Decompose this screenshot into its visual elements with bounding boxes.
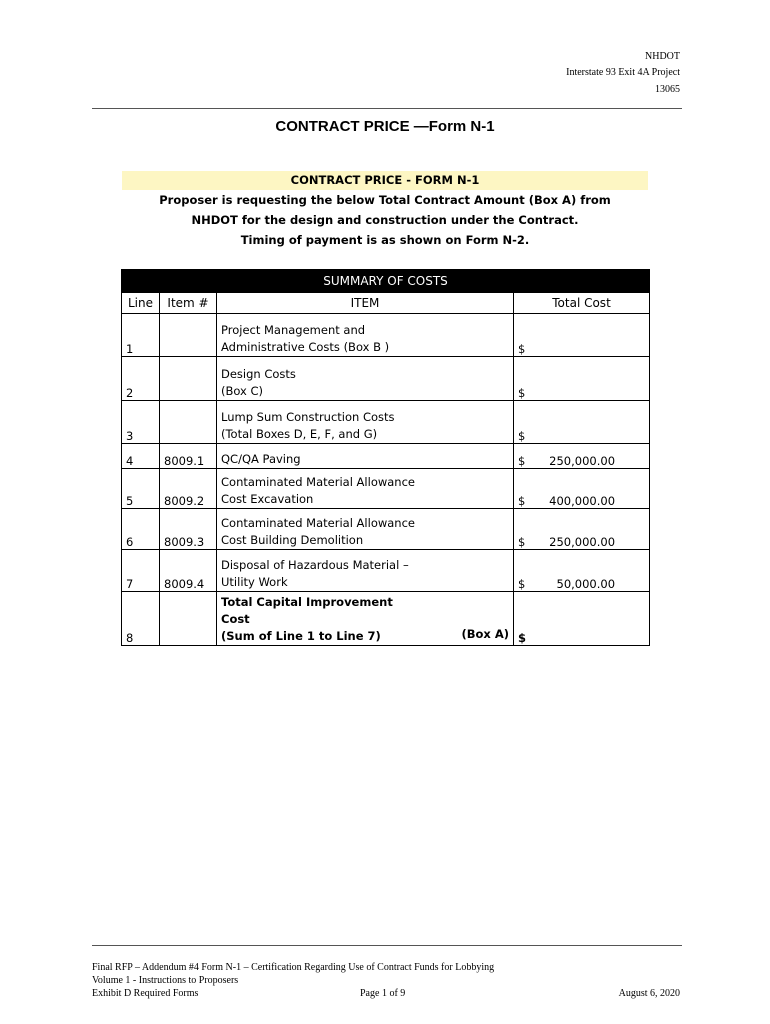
footer-line: Volume 1 - Instructions to Proposers — [92, 975, 239, 986]
table-row — [122, 314, 650, 357]
box-a-label: (Box A) — [461, 627, 509, 641]
table-row — [122, 469, 650, 509]
item-number — [160, 357, 217, 401]
intro-line: Proposer is requesting the below Total Contract Amount (Box A) from — [159, 193, 611, 207]
footer-line: Final RFP – Addendum #4 Form N-1 – Certification Regarding Use of Contract Funds for Lobbying — [92, 962, 495, 973]
table-row — [122, 550, 650, 592]
intro-line: NHDOT for the design and construction under the Contract. — [191, 213, 579, 227]
item-description: Design Costs (Box C) — [217, 357, 514, 401]
total-description: Total Capital Improvement Cost (Sum of Line 1 to Line 7) (Box A) — [217, 592, 514, 646]
footer-date: August 6, 2020 — [618, 988, 680, 999]
line-number: 2 — [122, 357, 160, 401]
header-number: 13065 — [655, 84, 680, 95]
line-number: 6 — [122, 509, 160, 550]
table-row — [122, 509, 650, 550]
header-project: Interstate 93 Exit 4A Project — [566, 67, 680, 78]
total-cost: $ — [514, 592, 650, 646]
line-number: 1 — [122, 314, 160, 357]
col-header-total-cost: Total Cost — [514, 293, 650, 314]
total-cost: $ 250,000.00 — [514, 444, 650, 469]
line-number: 3 — [122, 401, 160, 444]
total-cost: $ — [514, 357, 650, 401]
col-header-item-no: Item # — [160, 293, 217, 314]
total-cost: $ 250,000.00 — [514, 509, 650, 550]
item-number: 8009.2 — [160, 469, 217, 509]
col-header-item: ITEM — [217, 293, 514, 314]
footer-divider — [92, 945, 682, 946]
item-description: Contaminated Material Allowance Cost Excavation — [217, 469, 514, 509]
page-number: Page 1 of 9 — [360, 988, 406, 999]
page-title: CONTRACT PRICE —Form N-1 — [275, 118, 495, 135]
col-header-line: Line — [122, 293, 160, 314]
item-number — [160, 401, 217, 444]
footer-line: Exhibit D Required Forms — [92, 988, 199, 999]
item-number: 8009.3 — [160, 509, 217, 550]
item-description: Contaminated Material Allowance Cost Building Demolition — [217, 509, 514, 550]
header-divider — [92, 108, 682, 109]
item-number — [160, 592, 217, 646]
total-cost: $ 50,000.00 — [514, 550, 650, 592]
total-cost: $ — [514, 401, 650, 444]
total-cost: $ — [514, 314, 650, 357]
total-cost: $ 400,000.00 — [514, 469, 650, 509]
intro-line: Timing of payment is as shown on Form N-2. — [240, 233, 530, 247]
item-description: Project Management and Administrative Costs (Box B ) — [217, 314, 514, 357]
line-number: 5 — [122, 469, 160, 509]
line-number: 8 — [122, 592, 160, 646]
item-number — [160, 314, 217, 357]
summary-of-costs-table — [121, 269, 650, 646]
table-row — [122, 357, 650, 401]
table-title: SUMMARY OF COSTS — [122, 270, 650, 293]
intro-heading: CONTRACT PRICE - FORM N-1 — [290, 173, 480, 187]
item-description: Lump Sum Construction Costs (Total Boxes D, E, F, and G) — [217, 401, 514, 444]
line-number: 7 — [122, 550, 160, 592]
item-description: QC/QA Paving — [217, 444, 514, 469]
header-agency: NHDOT — [645, 51, 680, 62]
item-description: Disposal of Hazardous Material – Utility Work — [217, 550, 514, 592]
table-row — [122, 444, 650, 469]
line-number: 4 — [122, 444, 160, 469]
table-row — [122, 401, 650, 444]
item-number: 8009.1 — [160, 444, 217, 469]
table-row-total — [122, 592, 650, 646]
item-number: 8009.4 — [160, 550, 217, 592]
